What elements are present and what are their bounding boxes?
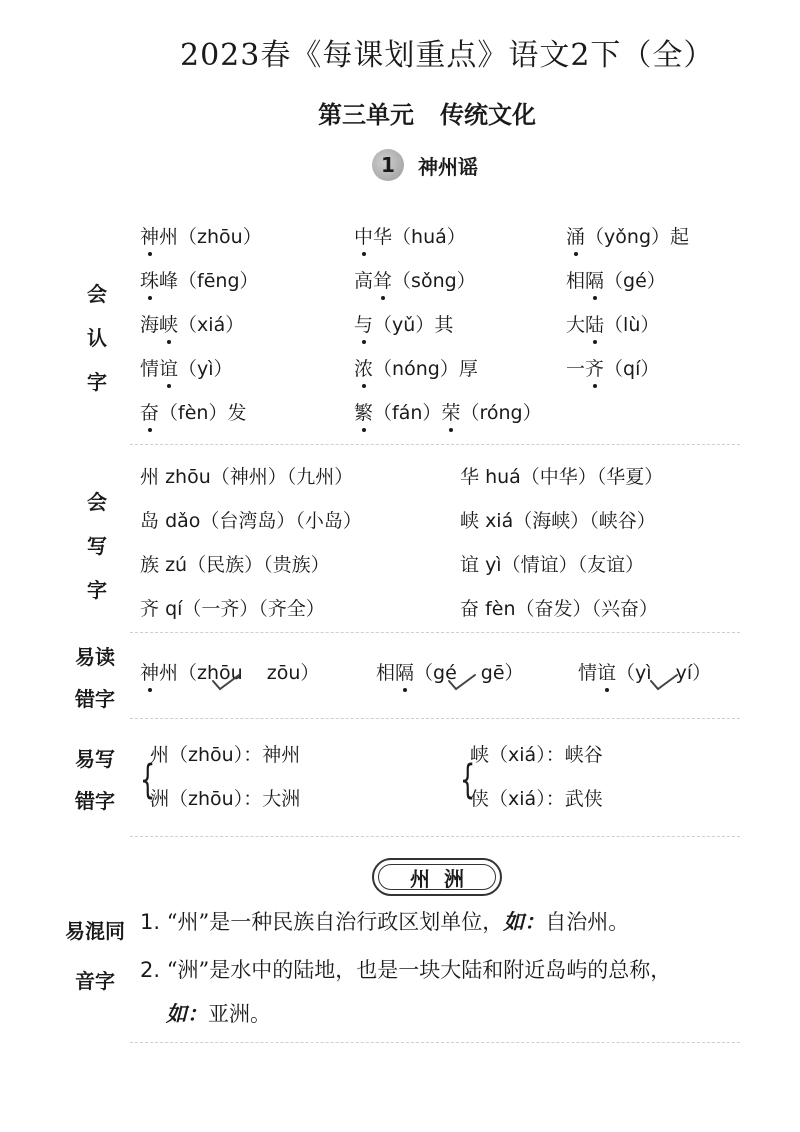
recognize-entry: 与（yǔ）其 [354, 310, 453, 337]
unit-title [318, 95, 536, 130]
write-entry: 奋 fèn（奋发）（兴奋） [460, 598, 658, 620]
unit-theme: 传统文化 [440, 101, 536, 129]
section-divider [130, 1042, 740, 1043]
recognize-entry: 一齐（qí） [566, 354, 659, 381]
section-divider [130, 836, 740, 837]
wrong-pinyin: gē [480, 662, 505, 684]
homophone-item-2-example: 如：亚洲。 [166, 1001, 271, 1026]
recognize-entry: 涌（yǒng）起 [566, 222, 689, 249]
recognize-entry: 海峡（xiá） [140, 310, 244, 337]
write-entry: 州 zhōu（神州）（九州） [140, 466, 354, 488]
miswrite-entry: 侠（xiá）：武侠 [470, 788, 603, 810]
correct-pinyin: gé [433, 662, 457, 684]
recognize-entry: 情谊（yì） [140, 354, 233, 381]
recognize-entry: 浓（nóng）厚 [354, 354, 478, 381]
miswrite-entry: 峡（xiá）：峡谷 [470, 744, 603, 766]
write-entry: 族 zú（民族）（贵族） [140, 554, 330, 576]
correct-pinyin: yì [635, 662, 652, 684]
homophone-item-1: 1. “州”是一种民族自治行政区划单位，如：自治州。 [140, 909, 630, 934]
lesson-heading [372, 148, 478, 182]
miswrite-entry: 洲（zhōu）：大洲 [150, 788, 301, 810]
miswrite-entry: 州（zhōu）：神州 [150, 744, 301, 766]
misread-entry: 神州（zhōu zōu） [140, 658, 319, 685]
recognize-entry: 珠峰（fēng） [140, 266, 259, 293]
lesson-title: 神州谣 [418, 154, 478, 179]
check-mark-icon [447, 672, 477, 692]
write-entry: 岛 dǎo（台湾岛）（小岛） [140, 510, 362, 532]
write-entry: 峡 xiá（海峡）（峡谷） [460, 510, 656, 532]
homophone-pill [372, 858, 502, 896]
section-label-write: 会 写 字 [87, 490, 107, 602]
section-label-miswrite: 易写 错字 [75, 747, 115, 813]
section-divider [130, 632, 740, 633]
document-title: 2023春《每课划重点》语文2下（全） [180, 38, 715, 73]
recognize-entry: 奋（fèn）发 [140, 398, 246, 425]
check-mark-icon [211, 672, 241, 692]
unit-number: 第三单元 [318, 101, 414, 129]
recognize-entry: 相隔（gé） [566, 266, 666, 293]
write-entry: 华 huá（中华）（华夏） [460, 466, 664, 488]
brace-icon: { [140, 757, 156, 803]
section-label-misread: 易读 错字 [75, 645, 115, 711]
homophone-pill-text: 州洲 [410, 866, 478, 891]
section-divider [130, 444, 740, 445]
write-entry: 谊 yì（情谊）（友谊） [460, 554, 645, 576]
wrong-pinyin: yí [675, 662, 693, 684]
homophone-item-2: 2. “洲”是水中的陆地，也是一块大陆和附近岛屿的总称， [140, 958, 672, 982]
recognize-entry: 大陆（lù） [566, 310, 659, 337]
brace-icon: { [460, 757, 476, 803]
misread-entry: 情谊（yì yí） [578, 658, 711, 685]
section-divider [130, 718, 740, 719]
misread-entry: 相隔（gé gē） [376, 658, 524, 685]
correct-pinyin: zhōu [197, 662, 243, 684]
section-label-recognize: 会 认 字 [87, 282, 107, 394]
wrong-pinyin: zōu [266, 662, 301, 684]
section-label-homophone: 易混同 音字 [65, 919, 125, 993]
recognize-entry: 高耸（sǒng） [354, 266, 476, 293]
recognize-entry: 神州（zhōu） [140, 222, 262, 249]
lesson-number-badge: 1 [372, 149, 404, 181]
write-entry: 齐 qí（一齐）（齐全） [140, 598, 325, 620]
recognize-entry: 中华（huá） [354, 222, 466, 249]
recognize-entry: 繁（fán）荣（róng） [354, 398, 542, 425]
check-mark-icon [649, 672, 679, 692]
